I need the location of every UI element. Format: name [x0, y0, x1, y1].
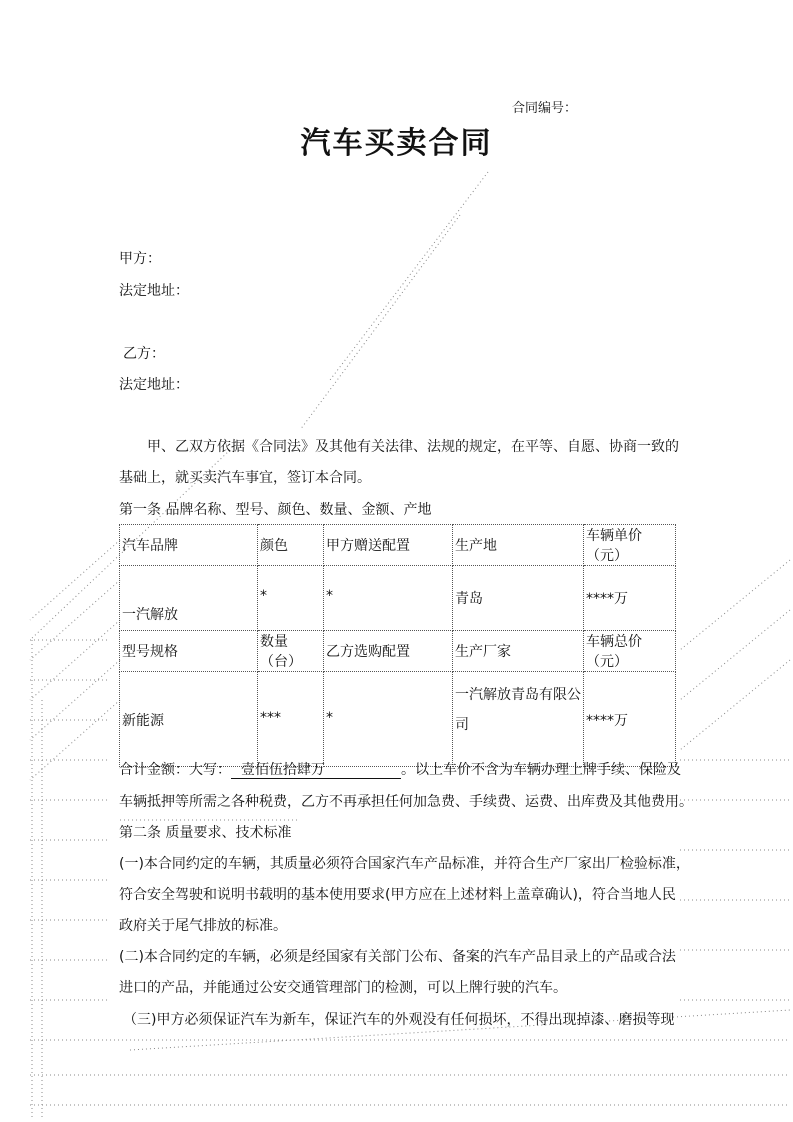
vehicle-spec-table	[119, 524, 676, 767]
table-cell	[120, 566, 258, 631]
table-header-cell: 汽车品牌	[120, 525, 258, 566]
table-row	[120, 525, 676, 566]
total-amount-line	[119, 759, 681, 779]
article-1-heading: 第一条 品牌名称、型号、颜色、数量、金额、产地	[119, 502, 432, 518]
total-amount-value: 壹佰伍拾肆万	[231, 762, 401, 779]
total-price-value: ****万	[586, 713, 628, 729]
table-cell	[453, 672, 584, 767]
party-a-label: 甲方：	[119, 251, 161, 267]
table-header-cell: 颜色	[258, 525, 324, 566]
model-value: 新能源	[122, 713, 164, 729]
party-b-address-label: 法定地址：	[119, 377, 189, 393]
total-amount-label: 合计金额：大写：	[119, 762, 231, 778]
table-header-cell: 型号规格	[120, 631, 258, 672]
table-row	[120, 672, 676, 767]
gift-config-value: *	[326, 588, 333, 604]
table-header-cell: 乙方选购配置	[324, 631, 453, 672]
manufacturer-value: 一汽解放青岛有限公司	[455, 687, 581, 733]
table-cell	[120, 672, 258, 767]
party-b-label: 乙方：	[123, 346, 165, 362]
unit-price-value: ****万	[586, 591, 628, 607]
contract-number-label: 合同编号：	[512, 101, 578, 116]
table-cell	[584, 566, 676, 631]
article-2-p1-line-2: 符合安全驾驶和说明书载明的基本使用要求(甲方应在上述材料上盖章确认)，符合当地人民	[119, 887, 676, 903]
table-cell	[584, 672, 676, 767]
article-2-p1-line-3: 政府关于尾气排放的标准。	[119, 918, 287, 934]
table-row	[120, 631, 676, 672]
article-2-p2-line-2: 进口的产品，并能通过公安交通管理部门的检测，可以上牌行驶的汽车。	[119, 980, 567, 996]
intro-line-2: 基础上，就买卖汽车事宜，签订本合同。	[119, 470, 371, 486]
article-2-p1-line-1: (一)本合同约定的车辆，其质量必须符合国家汽车产品标准，并符合生产厂家出厂检验标准，	[119, 856, 690, 872]
table-header-cell: 生产厂家	[453, 631, 584, 672]
page-title: 汽车买卖合同	[300, 126, 493, 161]
table-cell	[324, 566, 453, 631]
article-2-p2-line-1: (二)本合同约定的车辆，必须是经国家有关部门公布、备案的汽车产品目录上的产品或合法	[119, 949, 676, 965]
quantity-value: ***	[260, 710, 281, 726]
total-amount-note: 。以上车价不含为车辆办理上牌手续、保险及	[401, 762, 681, 778]
table-header-cell: 车辆总价（元）	[584, 631, 676, 672]
article-2-heading: 第二条 质量要求、技术标准	[119, 825, 292, 841]
origin-value: 青岛	[455, 591, 483, 607]
article-2-p3-line-1: （三)甲方必须保证汽车为新车，保证汽车的外观没有任何损坏，不得出现掉漆、磨损等现	[123, 1012, 675, 1028]
table-cell	[453, 566, 584, 631]
table-cell	[258, 672, 324, 767]
intro-line-1: 甲、乙双方依据《合同法》及其他有关法律、法规的规定，在平等、自愿、协商一致的	[147, 439, 679, 455]
table-cell	[324, 672, 453, 767]
color-value: *	[260, 588, 267, 604]
table-header-cell: 数量（台）	[258, 631, 324, 672]
party-a-address-label: 法定地址：	[119, 283, 189, 299]
table-header-cell: 生产地	[453, 525, 584, 566]
table-cell	[258, 566, 324, 631]
table-header-cell: 甲方赠送配置	[324, 525, 453, 566]
total-amount-note-2: 车辆抵押等所需之各种税费，乙方不再承担任何加急费、手续费、运费、出库费及其他费用。	[119, 794, 693, 810]
optional-config-value: *	[326, 710, 333, 726]
table-row	[120, 566, 676, 631]
table-header-cell: 车辆单价（元）	[584, 525, 676, 566]
brand-value: 一汽解放	[122, 607, 178, 623]
